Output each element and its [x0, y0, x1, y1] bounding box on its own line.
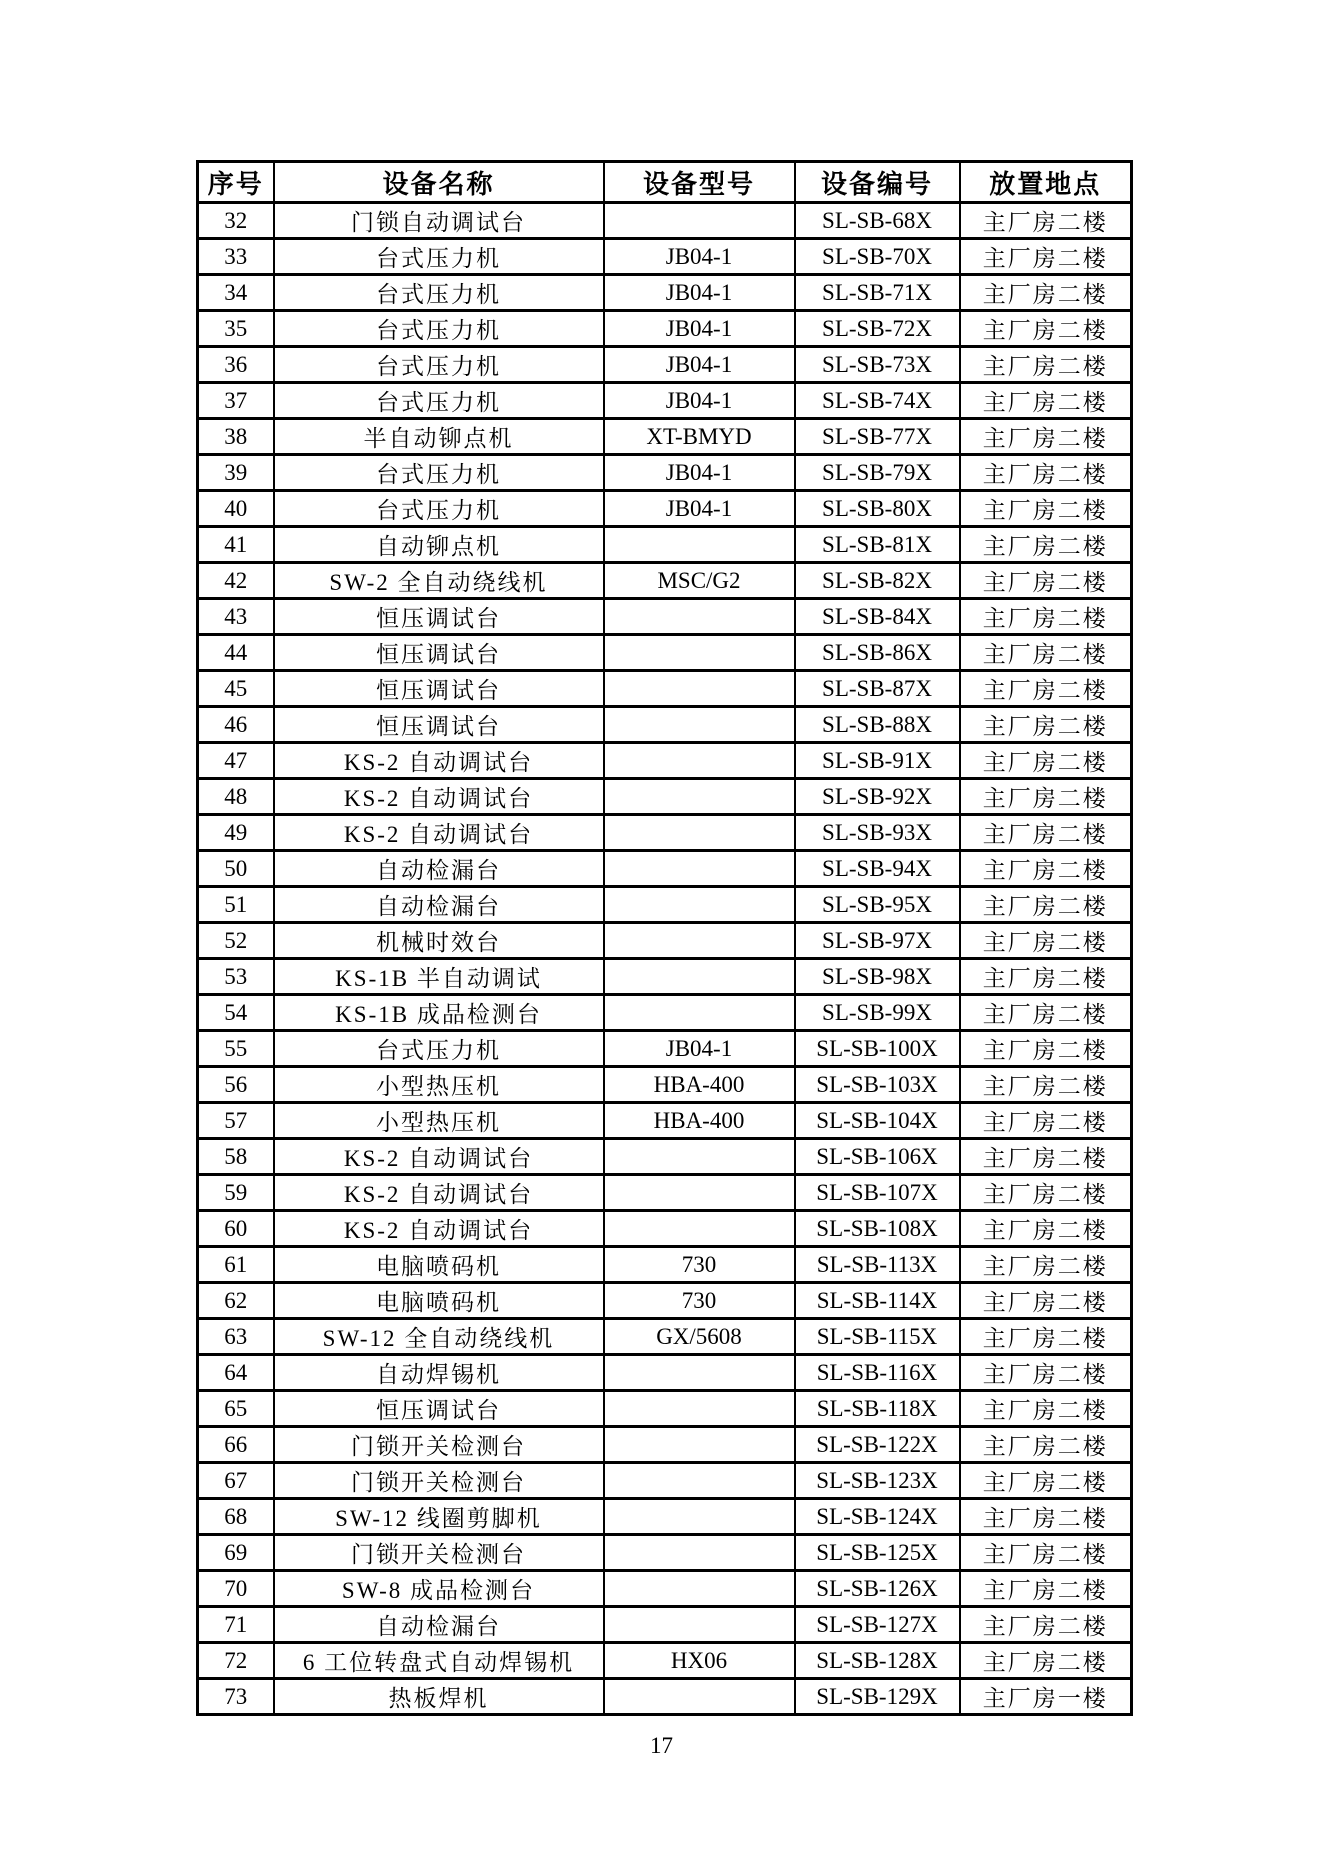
code-cell: SL-SB-86X [795, 635, 960, 671]
model-cell: MSC/G2 [604, 563, 795, 599]
name-cell: SW-2 全自动绕线机 [274, 563, 604, 599]
location-cell: 主厂房二楼 [960, 1067, 1132, 1103]
model-cell: JB04-1 [604, 347, 795, 383]
table-row [198, 419, 1132, 455]
code-cell: SL-SB-106X [795, 1139, 960, 1175]
name-cell: 机械时效台 [274, 923, 604, 959]
serial-cell: 49 [198, 815, 274, 851]
serial-cell: 44 [198, 635, 274, 671]
serial-cell: 40 [198, 491, 274, 527]
table-row [198, 1463, 1132, 1499]
code-cell: SL-SB-92X [795, 779, 960, 815]
name-cell: 台式压力机 [274, 1031, 604, 1067]
model-cell: JB04-1 [604, 491, 795, 527]
serial-cell: 60 [198, 1211, 274, 1247]
model-cell [604, 1175, 795, 1211]
location-cell: 主厂房二楼 [960, 743, 1132, 779]
code-cell: SL-SB-108X [795, 1211, 960, 1247]
name-cell: 半自动铆点机 [274, 419, 604, 455]
name-cell: KS-1B 成品检测台 [274, 995, 604, 1031]
model-cell [604, 1427, 795, 1463]
code-cell: SL-SB-114X [795, 1283, 960, 1319]
model-cell [604, 1607, 795, 1643]
code-cell: SL-SB-128X [795, 1643, 960, 1679]
code-cell: SL-SB-94X [795, 851, 960, 887]
name-cell: KS-2 自动调试台 [274, 1139, 604, 1175]
serial-cell: 70 [198, 1571, 274, 1607]
name-cell: SW-8 成品检测台 [274, 1571, 604, 1607]
serial-cell: 41 [198, 527, 274, 563]
name-cell: 台式压力机 [274, 275, 604, 311]
code-cell: SL-SB-124X [795, 1499, 960, 1535]
serial-cell: 34 [198, 275, 274, 311]
model-cell [604, 923, 795, 959]
name-cell: 小型热压机 [274, 1103, 604, 1139]
location-cell: 主厂房二楼 [960, 1031, 1132, 1067]
name-cell: 电脑喷码机 [274, 1247, 604, 1283]
table-row [198, 635, 1132, 671]
table-row [198, 383, 1132, 419]
code-cell: SL-SB-129X [795, 1679, 960, 1715]
serial-cell: 46 [198, 707, 274, 743]
name-cell: KS-2 自动调试台 [274, 815, 604, 851]
equipment-table [196, 160, 1133, 1716]
location-cell: 主厂房二楼 [960, 1247, 1132, 1283]
page-number: 17 [650, 1733, 673, 1758]
location-cell: 主厂房二楼 [960, 887, 1132, 923]
code-cell: SL-SB-97X [795, 923, 960, 959]
serial-cell: 72 [198, 1643, 274, 1679]
location-cell: 主厂房二楼 [960, 1139, 1132, 1175]
model-cell: XT-BMYD [604, 419, 795, 455]
name-cell: SW-12 线圈剪脚机 [274, 1499, 604, 1535]
serial-cell: 68 [198, 1499, 274, 1535]
table-row [198, 527, 1132, 563]
model-cell [604, 959, 795, 995]
model-cell: JB04-1 [604, 383, 795, 419]
model-cell [604, 815, 795, 851]
location-cell: 主厂房二楼 [960, 707, 1132, 743]
table-row [198, 347, 1132, 383]
location-cell: 主厂房二楼 [960, 959, 1132, 995]
location-cell: 主厂房二楼 [960, 311, 1132, 347]
serial-cell: 62 [198, 1283, 274, 1319]
code-cell: SL-SB-118X [795, 1391, 960, 1427]
serial-cell: 71 [198, 1607, 274, 1643]
name-cell: KS-2 自动调试台 [274, 779, 604, 815]
location-cell: 主厂房二楼 [960, 419, 1132, 455]
code-cell: SL-SB-68X [795, 203, 960, 239]
code-cell: SL-SB-81X [795, 527, 960, 563]
serial-cell: 52 [198, 923, 274, 959]
code-cell: SL-SB-91X [795, 743, 960, 779]
name-cell: 自动检漏台 [274, 887, 604, 923]
name-cell: 电脑喷码机 [274, 1283, 604, 1319]
code-cell: SL-SB-74X [795, 383, 960, 419]
code-cell: SL-SB-80X [795, 491, 960, 527]
name-cell: 台式压力机 [274, 311, 604, 347]
model-cell: HBA-400 [604, 1067, 795, 1103]
table-row [198, 995, 1132, 1031]
model-cell: GX/5608 [604, 1319, 795, 1355]
model-cell [604, 887, 795, 923]
name-cell: 门锁开关检测台 [274, 1463, 604, 1499]
table-row [198, 779, 1132, 815]
serial-cell: 47 [198, 743, 274, 779]
table-row [198, 887, 1132, 923]
serial-cell: 33 [198, 239, 274, 275]
location-cell: 主厂房二楼 [960, 455, 1132, 491]
serial-cell: 36 [198, 347, 274, 383]
location-cell: 主厂房二楼 [960, 1211, 1132, 1247]
model-cell: JB04-1 [604, 1031, 795, 1067]
code-cell: SL-SB-95X [795, 887, 960, 923]
table-row [198, 563, 1132, 599]
table-row [198, 1103, 1132, 1139]
code-cell: SL-SB-104X [795, 1103, 960, 1139]
model-cell [604, 707, 795, 743]
location-cell: 主厂房二楼 [960, 1535, 1132, 1571]
code-cell: SL-SB-115X [795, 1319, 960, 1355]
model-cell: JB04-1 [604, 311, 795, 347]
location-cell: 主厂房二楼 [960, 779, 1132, 815]
table-row [198, 455, 1132, 491]
name-cell: 小型热压机 [274, 1067, 604, 1103]
name-cell: 恒压调试台 [274, 599, 604, 635]
location-cell: 主厂房二楼 [960, 635, 1132, 671]
model-cell [604, 995, 795, 1031]
table-row [198, 203, 1132, 239]
name-cell: 恒压调试台 [274, 671, 604, 707]
location-cell: 主厂房二楼 [960, 347, 1132, 383]
name-cell: 台式压力机 [274, 455, 604, 491]
location-cell: 主厂房二楼 [960, 275, 1132, 311]
serial-cell: 45 [198, 671, 274, 707]
code-cell: SL-SB-71X [795, 275, 960, 311]
code-cell: SL-SB-87X [795, 671, 960, 707]
code-cell: SL-SB-84X [795, 599, 960, 635]
model-cell [604, 1571, 795, 1607]
code-cell: SL-SB-127X [795, 1607, 960, 1643]
code-cell: SL-SB-73X [795, 347, 960, 383]
code-cell: SL-SB-88X [795, 707, 960, 743]
serial-cell: 37 [198, 383, 274, 419]
location-cell: 主厂房二楼 [960, 671, 1132, 707]
location-cell: 主厂房二楼 [960, 851, 1132, 887]
location-cell: 主厂房二楼 [960, 1391, 1132, 1427]
model-cell: 730 [604, 1283, 795, 1319]
location-cell: 主厂房一楼 [960, 1679, 1132, 1715]
table-row [198, 275, 1132, 311]
name-cell: 门锁自动调试台 [274, 203, 604, 239]
table-row [198, 1283, 1132, 1319]
code-cell: SL-SB-72X [795, 311, 960, 347]
name-cell: KS-2 自动调试台 [274, 743, 604, 779]
table-row [198, 1427, 1132, 1463]
model-cell [604, 779, 795, 815]
table-row [198, 1211, 1132, 1247]
model-cell [604, 1679, 795, 1715]
code-cell: SL-SB-99X [795, 995, 960, 1031]
table-row [198, 1175, 1132, 1211]
serial-cell: 57 [198, 1103, 274, 1139]
model-cell: 730 [604, 1247, 795, 1283]
table-row [198, 1643, 1132, 1679]
table-body [198, 203, 1132, 1715]
location-cell: 主厂房二楼 [960, 1643, 1132, 1679]
model-cell: HBA-400 [604, 1103, 795, 1139]
model-cell [604, 743, 795, 779]
column-header: 设备型号 [604, 162, 795, 203]
name-cell: 恒压调试台 [274, 707, 604, 743]
table-row [198, 1607, 1132, 1643]
name-cell: 台式压力机 [274, 239, 604, 275]
name-cell: 自动检漏台 [274, 1607, 604, 1643]
serial-cell: 50 [198, 851, 274, 887]
serial-cell: 56 [198, 1067, 274, 1103]
location-cell: 主厂房二楼 [960, 563, 1132, 599]
code-cell: SL-SB-100X [795, 1031, 960, 1067]
name-cell: 6 工位转盘式自动焊锡机 [274, 1643, 604, 1679]
table-row [198, 815, 1132, 851]
location-cell: 主厂房二楼 [960, 1175, 1132, 1211]
code-cell: SL-SB-122X [795, 1427, 960, 1463]
code-cell: SL-SB-113X [795, 1247, 960, 1283]
location-cell: 主厂房二楼 [960, 1319, 1132, 1355]
serial-cell: 69 [198, 1535, 274, 1571]
serial-cell: 63 [198, 1319, 274, 1355]
name-cell: KS-2 自动调试台 [274, 1175, 604, 1211]
location-cell: 主厂房二楼 [960, 1283, 1132, 1319]
serial-cell: 38 [198, 419, 274, 455]
serial-cell: 54 [198, 995, 274, 1031]
serial-cell: 66 [198, 1427, 274, 1463]
model-cell [604, 1391, 795, 1427]
model-cell [604, 1499, 795, 1535]
name-cell: 恒压调试台 [274, 635, 604, 671]
location-cell: 主厂房二楼 [960, 1463, 1132, 1499]
table-row [198, 743, 1132, 779]
table-header-row [198, 162, 1132, 203]
serial-cell: 73 [198, 1679, 274, 1715]
code-cell: SL-SB-103X [795, 1067, 960, 1103]
code-cell: SL-SB-79X [795, 455, 960, 491]
code-cell: SL-SB-82X [795, 563, 960, 599]
table-row [198, 707, 1132, 743]
model-cell [604, 671, 795, 707]
location-cell: 主厂房二楼 [960, 239, 1132, 275]
model-cell [604, 1211, 795, 1247]
table-row [198, 239, 1132, 275]
name-cell: KS-2 自动调试台 [274, 1211, 604, 1247]
table-row [198, 923, 1132, 959]
name-cell: 自动铆点机 [274, 527, 604, 563]
model-cell [604, 1139, 795, 1175]
serial-cell: 48 [198, 779, 274, 815]
column-header: 设备名称 [274, 162, 604, 203]
table-row [198, 1031, 1132, 1067]
table-row [198, 851, 1132, 887]
name-cell: SW-12 全自动绕线机 [274, 1319, 604, 1355]
table-row [198, 671, 1132, 707]
table-row [198, 1247, 1132, 1283]
serial-cell: 43 [198, 599, 274, 635]
name-cell: 自动检漏台 [274, 851, 604, 887]
name-cell: KS-1B 半自动调试 [274, 959, 604, 995]
serial-cell: 32 [198, 203, 274, 239]
code-cell: SL-SB-107X [795, 1175, 960, 1211]
table-row [198, 1139, 1132, 1175]
name-cell: 热板焊机 [274, 1679, 604, 1715]
location-cell: 主厂房二楼 [960, 203, 1132, 239]
code-cell: SL-SB-93X [795, 815, 960, 851]
column-header: 序号 [198, 162, 274, 203]
table-row [198, 1571, 1132, 1607]
location-cell: 主厂房二楼 [960, 527, 1132, 563]
model-cell [604, 635, 795, 671]
code-cell: SL-SB-70X [795, 239, 960, 275]
code-cell: SL-SB-125X [795, 1535, 960, 1571]
serial-cell: 65 [198, 1391, 274, 1427]
serial-cell: 61 [198, 1247, 274, 1283]
name-cell: 门锁开关检测台 [274, 1427, 604, 1463]
table-row [198, 491, 1132, 527]
serial-cell: 55 [198, 1031, 274, 1067]
serial-cell: 53 [198, 959, 274, 995]
table-row [198, 959, 1132, 995]
location-cell: 主厂房二楼 [960, 923, 1132, 959]
model-cell: JB04-1 [604, 455, 795, 491]
serial-cell: 51 [198, 887, 274, 923]
serial-cell: 59 [198, 1175, 274, 1211]
serial-cell: 39 [198, 455, 274, 491]
table-row [198, 1535, 1132, 1571]
table-row [198, 1355, 1132, 1391]
table-row [198, 1067, 1132, 1103]
model-cell [604, 1535, 795, 1571]
location-cell: 主厂房二楼 [960, 1355, 1132, 1391]
name-cell: 门锁开关检测台 [274, 1535, 604, 1571]
model-cell [604, 1355, 795, 1391]
location-cell: 主厂房二楼 [960, 383, 1132, 419]
column-header: 设备编号 [795, 162, 960, 203]
name-cell: 台式压力机 [274, 383, 604, 419]
serial-cell: 67 [198, 1463, 274, 1499]
serial-cell: 64 [198, 1355, 274, 1391]
table-row [198, 1319, 1132, 1355]
location-cell: 主厂房二楼 [960, 491, 1132, 527]
location-cell: 主厂房二楼 [960, 995, 1132, 1031]
table-row [198, 1499, 1132, 1535]
table-row [198, 1679, 1132, 1715]
model-cell: JB04-1 [604, 239, 795, 275]
location-cell: 主厂房二楼 [960, 1571, 1132, 1607]
name-cell: 台式压力机 [274, 491, 604, 527]
location-cell: 主厂房二楼 [960, 815, 1132, 851]
location-cell: 主厂房二楼 [960, 1499, 1132, 1535]
location-cell: 主厂房二楼 [960, 1103, 1132, 1139]
table-row [198, 599, 1132, 635]
model-cell [604, 851, 795, 887]
location-cell: 主厂房二楼 [960, 599, 1132, 635]
code-cell: SL-SB-98X [795, 959, 960, 995]
code-cell: SL-SB-123X [795, 1463, 960, 1499]
code-cell: SL-SB-116X [795, 1355, 960, 1391]
name-cell: 台式压力机 [274, 347, 604, 383]
name-cell: 恒压调试台 [274, 1391, 604, 1427]
column-header: 放置地点 [960, 162, 1132, 203]
serial-cell: 58 [198, 1139, 274, 1175]
location-cell: 主厂房二楼 [960, 1607, 1132, 1643]
location-cell: 主厂房二楼 [960, 1427, 1132, 1463]
table-row [198, 311, 1132, 347]
model-cell: JB04-1 [604, 275, 795, 311]
model-cell: HX06 [604, 1643, 795, 1679]
table-row [198, 1391, 1132, 1427]
serial-cell: 42 [198, 563, 274, 599]
code-cell: SL-SB-126X [795, 1571, 960, 1607]
model-cell [604, 599, 795, 635]
code-cell: SL-SB-77X [795, 419, 960, 455]
model-cell [604, 1463, 795, 1499]
model-cell [604, 203, 795, 239]
name-cell: 自动焊锡机 [274, 1355, 604, 1391]
serial-cell: 35 [198, 311, 274, 347]
model-cell [604, 527, 795, 563]
